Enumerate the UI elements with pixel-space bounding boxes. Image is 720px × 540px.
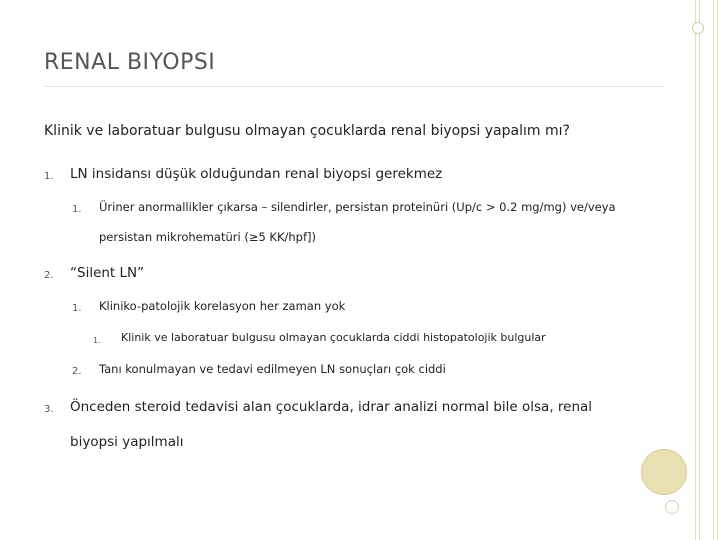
sub-list-item-text: Kliniko-patolojik korelasyon her zaman yok: [99, 299, 346, 313]
list-number: 1.: [44, 171, 54, 182]
list-item-text-continued: biyopsi yapılmalı: [70, 434, 184, 450]
decorative-line: [699, 0, 700, 540]
decorative-circle-top: [692, 22, 704, 34]
sub-list-item-text-continued: persistan mikrohematüri (≥5 KK/hpf]): [99, 230, 317, 244]
decorative-line: [695, 0, 696, 540]
decorative-circle-large: [641, 449, 687, 495]
list-item-text: Önceden steroid tedavisi alan çocuklarda, idrar analizi normal bile olsa, renal: [70, 399, 593, 415]
sub-list-item-text: Tanı konulmayan ve tedavi edilmeyen LN sonuçları çok ciddi: [99, 362, 446, 376]
slide-title: RENAL BIYOPSI: [44, 50, 216, 75]
title-divider: [44, 86, 664, 87]
list-number: 3.: [44, 404, 54, 415]
list-item-text: LN insidansı düşük olduğundan renal biyopsi gerekmez: [70, 166, 443, 182]
decorative-circle-small: [665, 500, 679, 514]
sub-sub-list-number: 1.: [93, 336, 101, 345]
sub-list-number: 1.: [72, 303, 82, 314]
decorative-line: [713, 0, 714, 540]
sub-list-item-text: Üriner anormallikler çıkarsa – silendirler, persistan proteinüri (Up/c > 0.2 mg/mg) ve/veya: [99, 200, 616, 214]
slide-heading: Klinik ve laboratuar bulgusu olmayan çocuklarda renal biyopsi yapalım mı?: [44, 123, 570, 139]
sub-list-number: 1.: [72, 204, 82, 215]
sub-list-number: 2.: [72, 366, 82, 377]
list-number: 2.: [44, 270, 54, 281]
decorative-line: [717, 0, 718, 540]
list-item-text: “Silent LN”: [70, 265, 145, 281]
sub-sub-list-item-text: Klinik ve laboratuar bulgusu olmayan çocuklarda ciddi histopatolojik bulgular: [121, 331, 546, 344]
